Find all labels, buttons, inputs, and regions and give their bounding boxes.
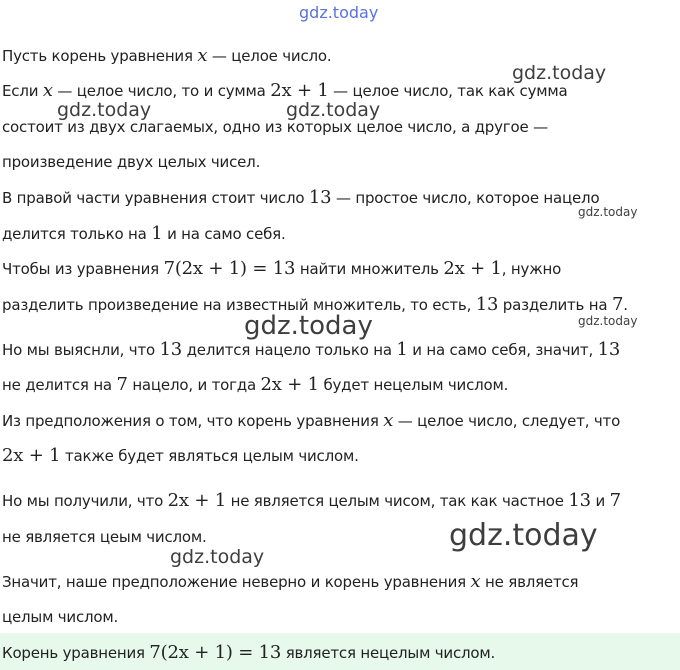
text-line-14: не является цеым числом. [2,528,207,546]
watermark: gdz.today [449,518,598,553]
math-number: 7 [116,374,128,395]
text-line-13 [2,491,621,511]
math-number: 7 [611,294,624,315]
text: В правой части уравнения стоит число [2,189,309,207]
text: — простое число, которое нацело [331,189,600,207]
math-expr: 2x + 1 [443,258,502,279]
watermark: gdz.today [57,99,152,121]
text-line-3: состоит из двух слагаемых, одно из которых целое число, а другое — [2,118,548,136]
math-number: 13 [597,339,621,360]
watermark: gdz.today [286,99,381,121]
math-var: x [42,80,53,101]
text: будет нецелым числом. [318,376,509,394]
text: и на само себя, значит, [407,341,598,359]
text: — целое число, следует, что [393,412,621,430]
math-equation: 7(2x + 1) = 13 [163,258,296,279]
watermark: gdz.today [578,205,638,219]
text-line-16: целым числом. [2,608,119,626]
text: Но мы выяснли, что [2,341,160,359]
text: не является целым чисом, так как частное [226,492,569,510]
text-line-6 [2,224,286,244]
text: нацело, и тогда [127,376,261,394]
text: является нецелым числом. [281,644,496,662]
text: . [623,296,628,314]
math-expr: 2x + 1 [2,445,61,466]
text: не делится на [2,376,117,394]
text-line-5 [2,188,599,208]
math-number: 13 [308,187,332,208]
text-line-7 [2,259,561,279]
math-expr: 2x + 1 [260,374,319,395]
text: и на само себя. [162,225,286,243]
watermark: gdz.today [244,311,373,341]
text-line-9 [2,340,620,360]
text-line-11 [2,411,620,431]
text: и [590,492,610,510]
text: Из предположения о том, что корень уравнения [2,412,384,430]
math-var: x [383,410,394,431]
text: — целое число, то и сумма [52,82,271,100]
math-var: x [470,571,481,592]
text: не является [480,573,579,591]
text-line-2 [2,81,568,101]
math-equation: 7(2x + 1) = 13 [149,642,282,663]
math-number: 13 [475,294,499,315]
text: делится только на [2,225,152,243]
watermark-top: gdz.today [299,3,379,22]
text: разделить на [498,296,612,314]
text: найти множитель [295,260,444,278]
answer-line [2,643,495,663]
text: Если [2,82,43,100]
math-number: 1 [151,223,163,244]
text: разделить произведение на известный множитель, то есть, [2,296,476,314]
watermark: gdz.today [170,546,265,568]
text: делится нацело только на [182,341,397,359]
math-number: 7 [609,490,621,511]
text-line-15 [2,572,578,592]
text-line-12 [2,446,359,466]
text: Значит, наше предположение неверно и корень уравнения [2,573,471,591]
text-line-10 [2,375,508,395]
math-expr: 2x + 1 [167,490,227,511]
math-number: 13 [568,490,591,511]
text: Пусть корень уравнения [2,47,198,65]
text: Чтобы из уравнения [2,260,164,278]
watermark: gdz.today [512,62,607,84]
text: Корень уравнения [2,644,150,662]
text: — целое число, так как сумма [328,82,568,100]
math-number: 1 [396,339,408,360]
text: также будет являться целым числом. [60,447,359,465]
math-number: 13 [159,339,183,360]
text-line-4: произведение двух целых чисел. [2,153,261,171]
math-var: x [197,45,208,66]
watermark: gdz.today [578,314,638,328]
text: , нужно [501,260,562,278]
text: Но мы получили, что [2,492,168,510]
text: — целое число. [207,47,332,65]
text-line-1 [2,46,331,66]
math-expr: 2x + 1 [270,80,329,101]
